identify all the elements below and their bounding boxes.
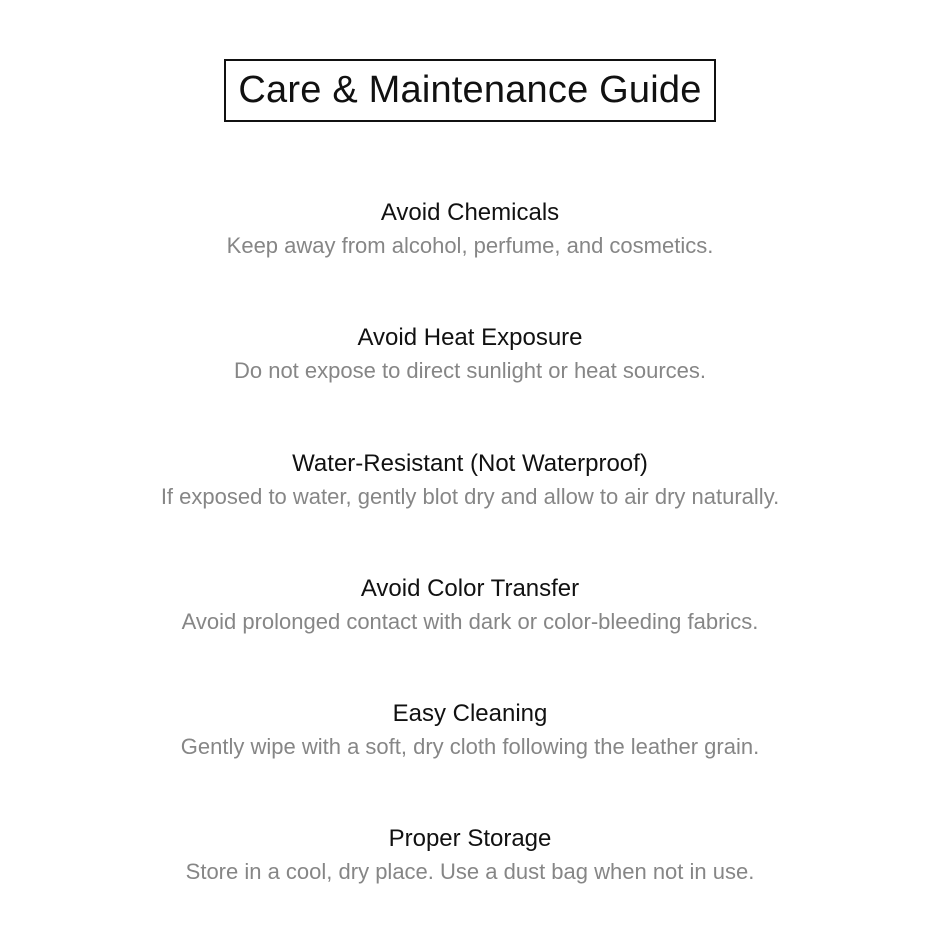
care-item-description: Avoid prolonged contact with dark or color-bleeding fabrics. — [181, 608, 759, 634]
care-item-proper-storage — [0, 822, 940, 947]
care-item-title: Water-Resistant (Not Waterproof) — [292, 449, 648, 477]
care-item-title: Proper Storage — [388, 825, 552, 853]
title-container — [0, 59, 940, 122]
care-item-title: Easy Cleaning — [392, 700, 548, 728]
care-item-avoid-chemicals — [0, 196, 940, 321]
care-item-title: Avoid Chemicals — [380, 199, 560, 226]
care-item-title: Avoid Heat Exposure — [357, 324, 583, 352]
page-title: Care & Maintenance Guide — [224, 59, 715, 122]
care-item-description: Store in a cool, dry place. Use a dust bag when not in use. — [185, 859, 755, 885]
care-item-water-resistant — [0, 447, 940, 572]
care-list — [0, 196, 940, 948]
care-item-description: Keep away from alcohol, perfume, and cosmetics. — [226, 233, 714, 258]
care-item-description: Do not expose to direct sunlight or heat sources. — [233, 358, 707, 384]
care-item-easy-cleaning — [0, 697, 940, 822]
care-item-avoid-color-transfer — [0, 572, 940, 697]
care-item-description: Gently wipe with a soft, dry cloth following the leather grain. — [180, 734, 760, 760]
care-item-avoid-heat-exposure — [0, 321, 940, 446]
care-item-title: Avoid Color Transfer — [360, 574, 580, 602]
care-item-description: If exposed to water, gently blot dry and allow to air dry naturally. — [160, 483, 780, 509]
